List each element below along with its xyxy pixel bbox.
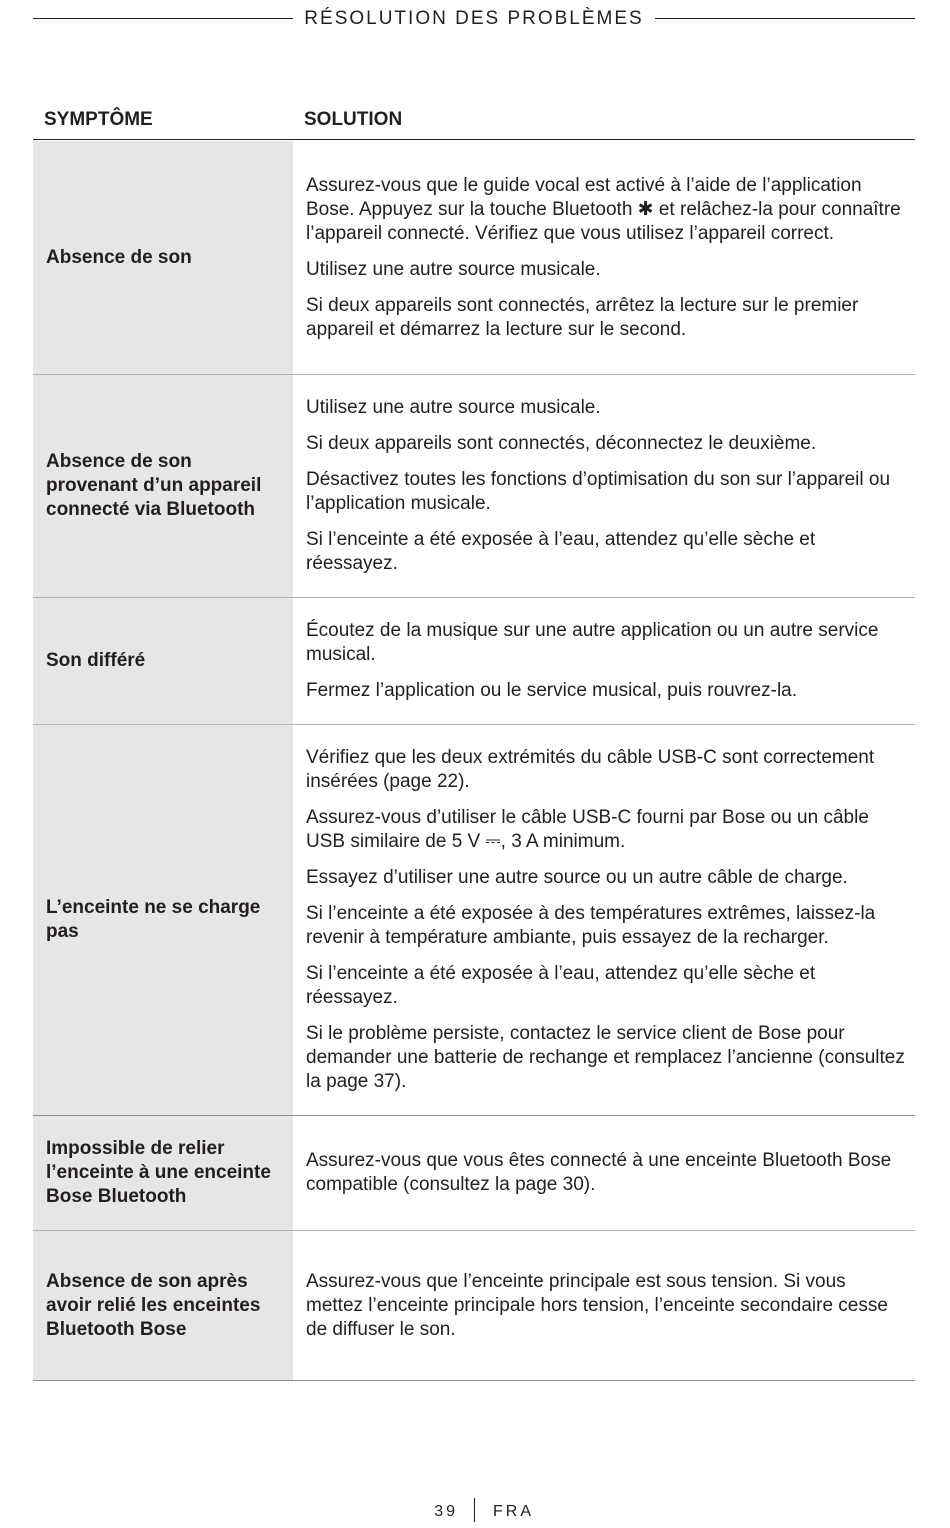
symptom-cell: Absence de son après avoir relié les enceintes Bluetooth Bose [33, 1231, 293, 1380]
solution-text: Utilisez une autre source musicale. [306, 397, 601, 418]
table-row [33, 598, 915, 725]
table-row [33, 725, 915, 1116]
troubleshooting-table [33, 141, 915, 1381]
symptom-cell: L’enceinte ne se charge pas [33, 725, 293, 1115]
solution-cell [293, 1231, 915, 1380]
solution-text: Assurez-vous d’utiliser le câble USB-C fourni par Bose ou un câble USB similaire de 5 V ⎓, 3 A minimum. [306, 807, 869, 852]
symptom-cell: Son différé [33, 598, 293, 724]
solution-text: Assurez-vous que l’enceinte principale est sous tension. Si vous mettez l’enceinte principale hors tension, l’enceinte secondaire cesse de diffuser le son. [306, 1270, 888, 1340]
page-number: 39 [434, 1503, 458, 1520]
page-footer [0, 1498, 950, 1528]
table-row [33, 1231, 915, 1381]
page-header [33, 6, 915, 32]
solution-text: Si le problème persiste, contactez le service client de Bose pour demander une batterie de rechange et remplacez l’ancienne (consultez la page 37). [306, 1023, 905, 1092]
symptom-cell: Impossible de relier l’enceinte à une enceinte Bose Bluetooth [33, 1116, 293, 1230]
solution-text: Si l’enceinte a été exposée à des températures extrêmes, laissez-la revenir à température ambiante, puis essayez de la recharger. [306, 903, 876, 948]
solution-text: Si deux appareils sont connectés, déconnectez le deuxième. [306, 433, 817, 454]
table-row [33, 375, 915, 598]
solution-text: Assurez-vous que vous êtes connecté à une enceinte Bluetooth Bose compatible (consultez la page 30). [306, 1150, 892, 1195]
solution-text: Essayez d’utiliser une autre source ou un autre câble de charge. [306, 867, 848, 888]
section-title: RÉSOLUTION DES PROBLÈMES [304, 8, 644, 29]
table-row [33, 141, 915, 375]
solution-text: Fermez l’application ou le service musical, puis rouvrez-la. [306, 680, 798, 701]
solution-text: Si l’enceinte a été exposée à l’eau, attendez qu’elle sèche et réessayez. [306, 529, 816, 574]
header-rule-right [655, 18, 915, 19]
solution-cell [293, 375, 915, 597]
solution-text: Vérifiez que les deux extrémités du câble USB-C sont correctement insérées (page 22). [306, 747, 875, 792]
solution-cell [293, 725, 915, 1115]
solution-text: Si deux appareils sont connectés, arrêtez la lecture sur le premier appareil et démarrez la lecture sur le second. [306, 294, 859, 340]
solution-cell [293, 141, 915, 374]
solution-text: Désactivez toutes les fonctions d’optimisation du son sur l’appareil ou l’application musicale. [306, 469, 891, 514]
solution-cell [293, 598, 915, 724]
table-header [33, 106, 915, 140]
solution-cell [293, 1116, 915, 1230]
symptom-cell: Absence de son provenant d’un appareil connecté via Bluetooth [33, 375, 293, 597]
table-row [33, 1116, 915, 1231]
column-header-solution: SOLUTION [304, 109, 403, 130]
solution-text: Écoutez de la musique sur une autre application ou un autre service musical. [306, 620, 879, 665]
footer-divider [474, 1498, 475, 1522]
solution-text: Utilisez une autre source musicale. [306, 258, 601, 280]
column-header-symptom: SYMPTÔME [44, 109, 153, 130]
symptom-cell: Absence de son [33, 141, 293, 374]
language-code: FRA [493, 1503, 534, 1520]
solution-text: Assurez-vous que le guide vocal est activé à l’aide de l’application Bose. Appuyez sur la touche Bluetooth ✱ et relâchez-la pour connaître l’appareil connecté. Vérifiez que vous utilisez l’appareil correct. [306, 174, 901, 244]
solution-text: Si l’enceinte a été exposée à l’eau, attendez qu’elle sèche et réessayez. [306, 963, 816, 1008]
